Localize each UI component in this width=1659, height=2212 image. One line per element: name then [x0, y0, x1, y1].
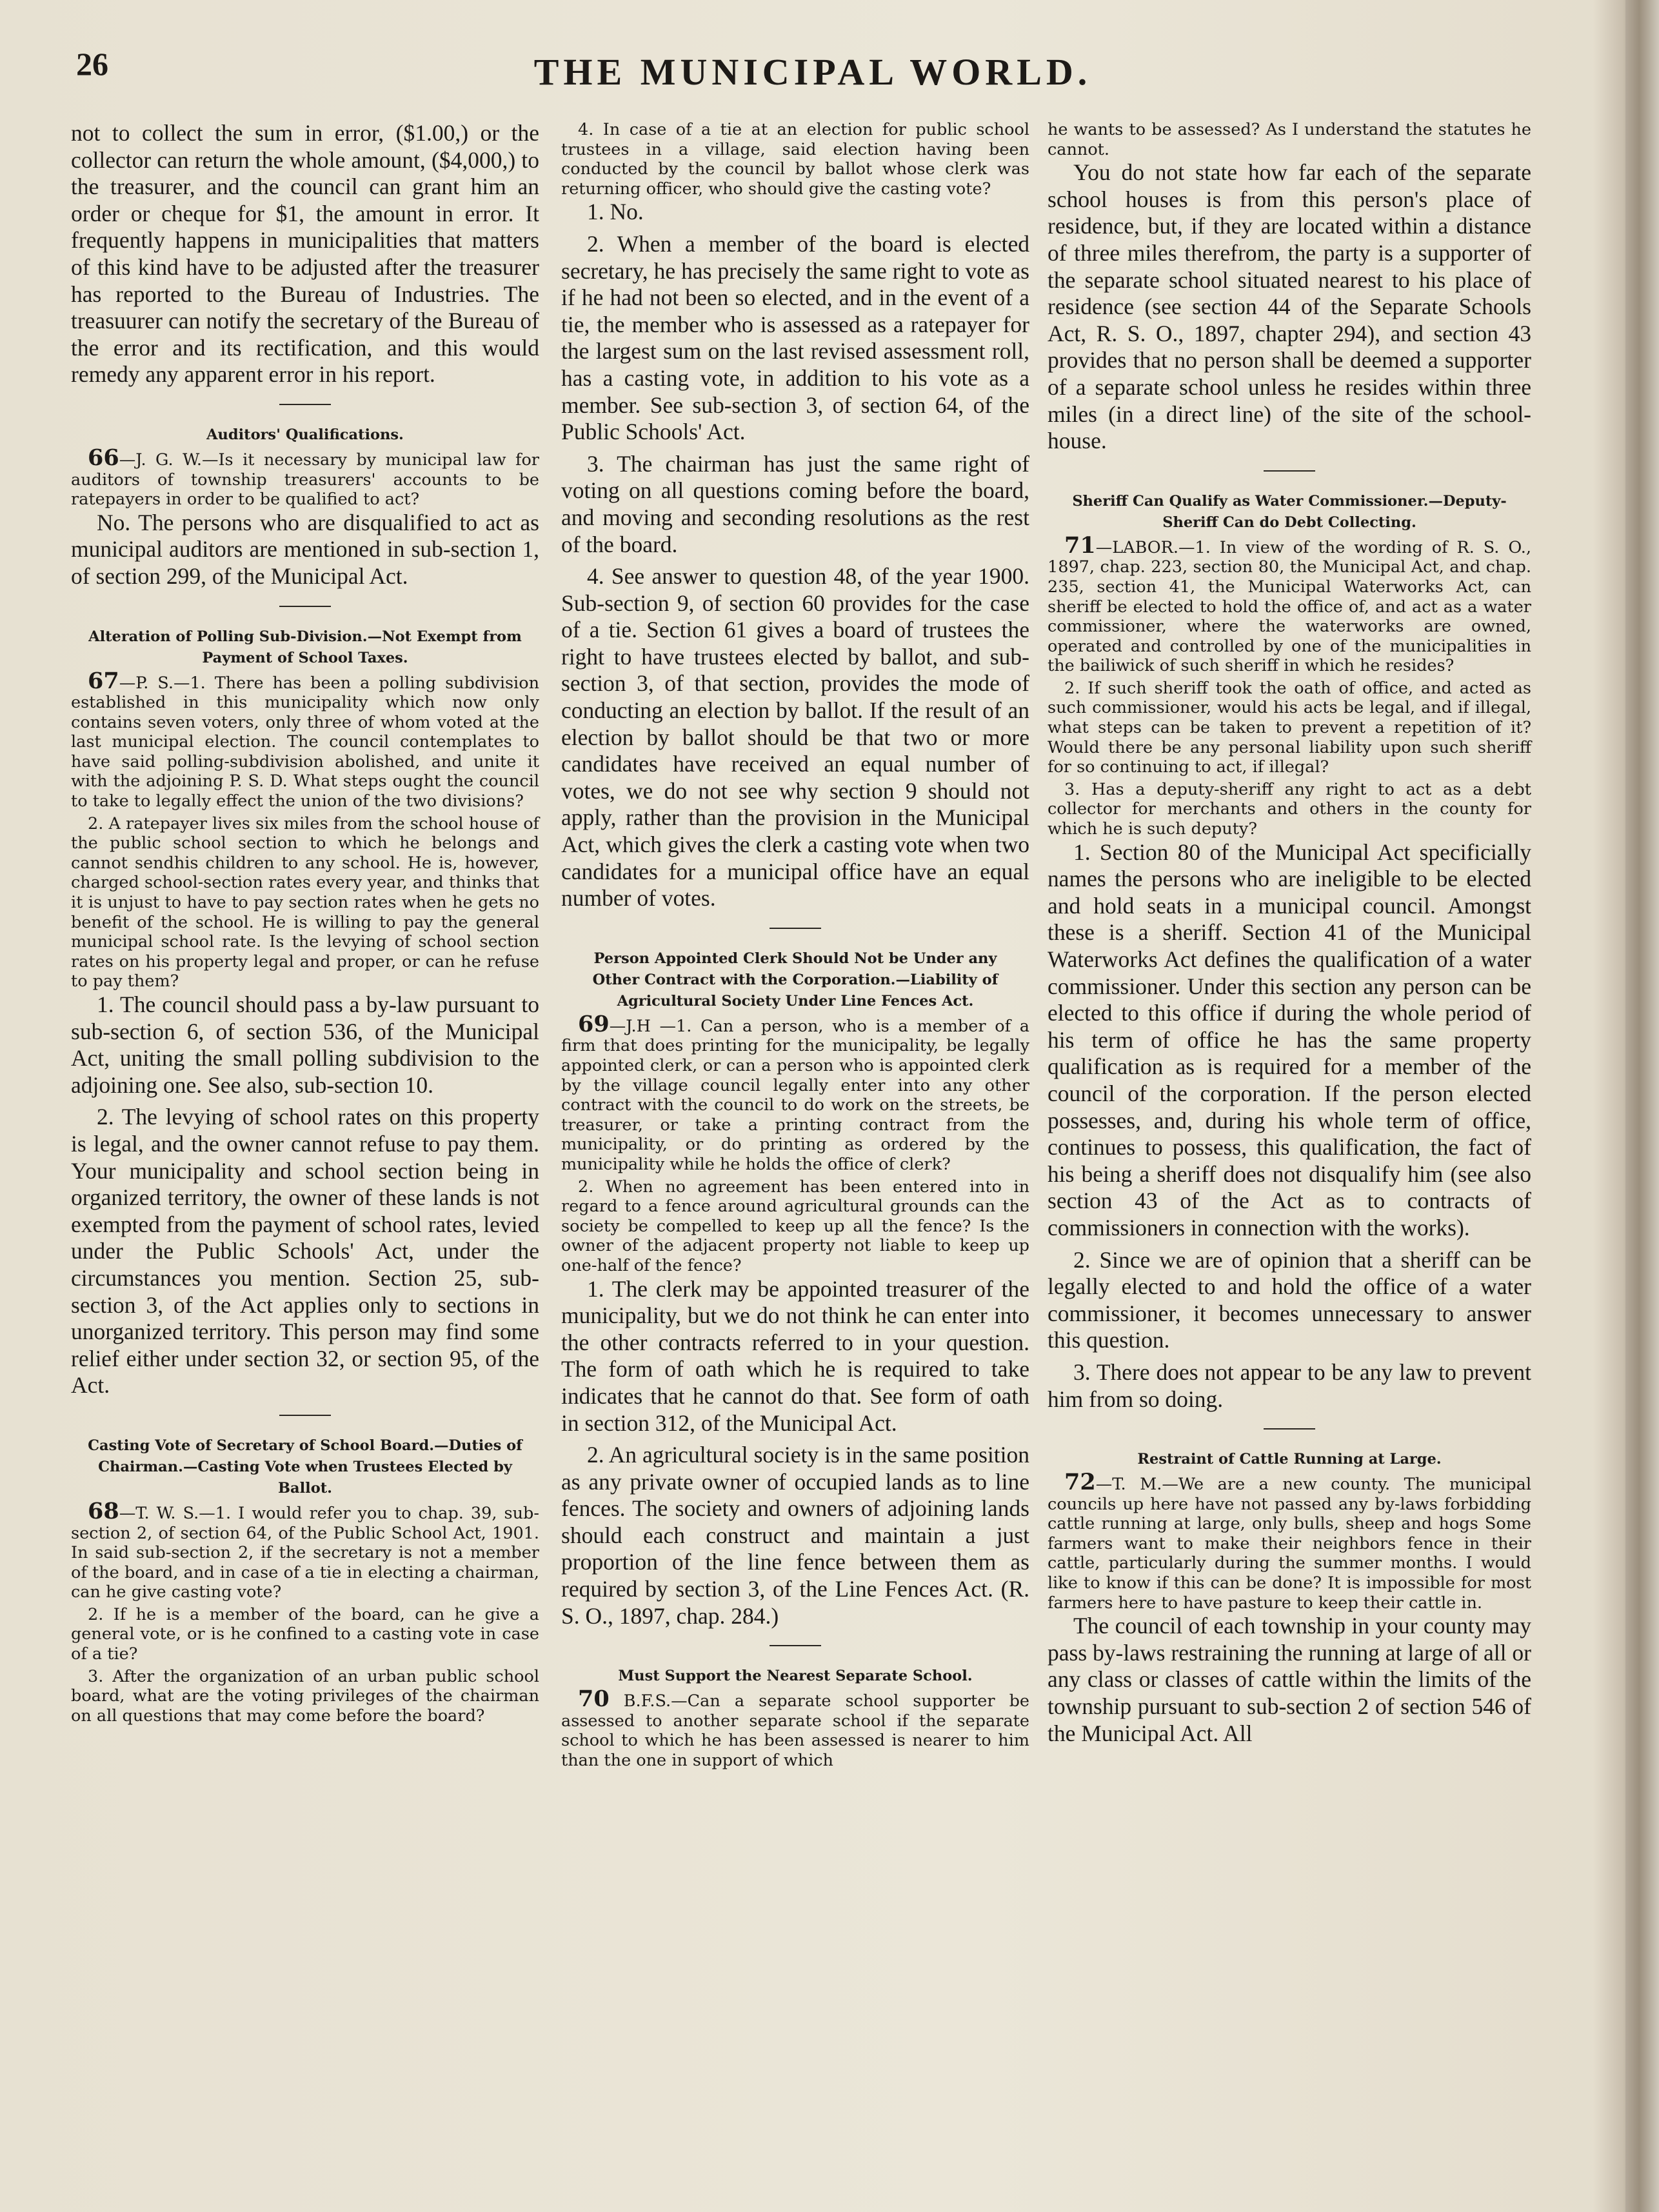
section-divider	[1264, 470, 1315, 472]
heading-69: Person Appointed Clerk Should Not be Under any Other Contract with the Corporation.—Liability of Agricultural Society Under Line Fences Act.	[592, 950, 998, 1010]
question-71-1: 71—LABOR.—1. In view of the wording of R. S. O., 1897, chap. 223, section 80, the Municipal Act, and chap. 235, section 41, the Municipal Waterworks Act, can sheriff be elected to hold the office of, and act as a water commissioner, where the waterworks are owned, operated and controlled by one of the municipalities in the bailiwick of such sheriff in which he resides?	[1048, 532, 1531, 676]
page-number: 26	[76, 46, 108, 82]
answer-70: You do not state how far each of the separate school houses is from this person's place of residence, but, if they are located within a distance of three miles therefrom, the party is a supporter of the separate school situated nearest to his place of residence (see section 44 of the Separate Schools Act, R. S. O., 1897, chapter 294), and section 43 provides that no person shall be deemed a supporter of a separate school unless he resides within three miles (in a direct line) of the site of the school-house.	[1048, 159, 1531, 454]
question-number: 67	[88, 667, 119, 694]
answer-68-4: 4. See answer to question 48, of the year 1900. Sub-section 9, of section 60 provides for the case of a tie. Section 61 gives a board of trustees the right to have trustees elected by ballot, and sub-section 3, of that section, provides the mode of conducting an election by ballot. If the result of an election by ballot should be that two or more candidates have received an equal number of votes, we do not see why section 9 should not apply, rather than the provision in the Municipal Act, which gives the clerk a casting vote when two candidates for a municipal office have an equal number of votes.	[561, 563, 1029, 912]
running-head: THE MUNICIPAL WORLD.	[533, 51, 1092, 93]
question-69-1: 69—J.H —1. Can a person, who is a member of a firm that does printing for the municipality, be legally appointed clerk, or can a person who is appointed clerk by the village council legally enter into any other contract with the council to do work on the streets, be treasurer, or take a printing contract from the municipality, or do printing as ordered by the municipality while he holds the office of clerk?	[561, 1010, 1029, 1174]
section-divider	[1264, 1428, 1315, 1430]
question-70: 70 B.F.S.—Can a separate school supporter be assessed to another separate school if the separate school to which he has been assessed is nearer to him than the one in support of which	[561, 1686, 1029, 1771]
answer-69-1: 1. The clerk may be appointed treasurer of the municipality, but we do not think he can enter into the other contracts referred to in your question. The form of oath which he is required to take indicates that he cannot do that. See form of oath in section 312, of the Municipal Act.	[561, 1275, 1029, 1436]
continued-paragraph: not to collect the sum in error, ($1.00,) or the collector can return the whole amount, ($4,000,) to the treasurer, and the council can grant him an order or cheque for $1, the amount in error. It frequently happens in municipalities that matters of this kind have to be adjusted after the treasurer has reported to the Bureau of Industries. The treasuurer can notify the secretary of the Bureau of the error and its rectification, and this would remedy any apparent error in his report.	[71, 120, 539, 388]
column-1	[71, 120, 539, 1726]
question-67-2: 2. A ratepayer lives six miles from the school house of the public school section to which he belongs and cannot sendhis children to any school. He is, however, charged school-section rates every year, and thinks that it is unjust to have to pay section rates when he gets no benefit of the school. He is willing to pay the general municipal school rate. Is the levying of school section rates on his property legal and proper, or can he refuse to pay them?	[71, 813, 539, 991]
question-71-2: 2. If such sheriff took the oath of office, and acted as such commissioner, would his acts be legal, and if illegal, what steps can be taken to prevent a repetition of it? Would there be any personal liability upon such sheriff for so continuing to act, if illegal?	[1048, 678, 1531, 777]
answer-67-1: 1. The council should pass a by-law pursuant to sub-section 6, of section 536, of the Municipal Act, uniting the small polling subdivision to the adjoining one. See also, sub-section 10.	[71, 991, 539, 1098]
answer-71-3: 3. There does not appear to be any law to prevent him from so doing.	[1048, 1359, 1531, 1412]
heading-72: Restraint of Cattle Running at Large.	[1137, 1451, 1442, 1468]
question-70-continued: he wants to be assessed? As I understand the statutes he cannot.	[1048, 120, 1531, 159]
question-number: 71	[1064, 532, 1096, 559]
question-68-1: 68—T. W. S.—1. I would refer you to chap. 39, sub-section 2, of section 64, of the Public School Act, 1901. In said sub-section 2, if the secretary is not a member of the board, and in case of a tie in electing a chairman, can he give casting vote?	[71, 1497, 539, 1602]
question-69-2: 2. When no agreement has been entered into in regard to a fence around agricultural grounds can the society be compelled to keep up all the fence? Is the owner of the adjacent property not liable to keep up one-half of the fence?	[561, 1177, 1029, 1275]
answer-68-3: 3. The chairman has just the same right of voting on all questions coming before the board, and moving and seconding resolutions as the rest of the board.	[561, 450, 1029, 557]
question-68-4: 4. In case of a tie at an election for public school trustees in a village, said election having been conducted by the council by ballot whose clerk was returning officer, who should give the casting vote?	[561, 120, 1029, 199]
heading-67: Alteration of Polling Sub-Division.—Not Exempt from Payment of School Taxes.	[88, 628, 522, 666]
question-66: 66—J. G. W.—Is it necessary by municipal law for auditors of township treasurers' accounts to be ratepayers in order to be qualified to act?	[71, 444, 539, 510]
column-3	[1048, 120, 1531, 1747]
heading-71: Sheriff Can Qualify as Water Commissioner.—Deputy-Sheriff Can do Debt Collecting.	[1072, 492, 1507, 531]
binding-gutter	[1593, 0, 1659, 2212]
heading-66: Auditors' Qualifications.	[206, 426, 404, 443]
answer-67-2: 2. The levying of school rates on this property is legal, and the owner cannot refuse to pay them. Your municipality and school section being in organized territory, the owner of these lands is not exempted from the payment of school rates, levied under the Public Schools' Act, under the circumstances you mention. Section 25, sub-section 3, of the Act applies only to sections in unorganized territory. This person may find some relief either under section 32, or section 95, of the Act.	[71, 1104, 539, 1399]
question-67-1: 67—P. S.—1. There has been a polling subdivision established in this municipality which now only contains seven voters, only three of whom voted at the last municipal election. The council contemplates to have said polling-subdivision abolished, and unite it with the adjoining P. S. D. What steps ought the council to take to legally effect the union of the two divisions?	[71, 667, 539, 812]
answer-66: No. The persons who are disqualified to act as municipal auditors are mentioned in sub-section 1, of section 299, of the Municipal Act.	[71, 509, 539, 589]
heading-68: Casting Vote of Secretary of School Board.—Duties of Chairman.—Casting Vote when Trustees Elected by Ballot.	[88, 1437, 522, 1497]
question-number: 70	[578, 1686, 610, 1713]
heading-70: Must Support the Nearest Separate School.	[618, 1668, 973, 1685]
question-number: 72	[1064, 1469, 1096, 1496]
section-divider	[279, 404, 331, 405]
column-2	[561, 120, 1029, 1771]
section-divider	[279, 606, 331, 607]
section-divider	[770, 928, 821, 929]
question-72: 72—T. M.—We are a new county. The municipal councils up here have not passed any by-laws forbidding cattle running at large, only bulls, sheep and hogs Some farmers want to make their neighbors fence in their cattle, particularly during the summer months. I would like to know if this can be done? It is impossible for most farmers here to have pasture to keep their cattle in.	[1048, 1469, 1531, 1613]
question-number: 66	[88, 444, 119, 471]
answer-68-1: 1. No.	[587, 199, 644, 225]
section-divider	[279, 1415, 331, 1416]
answer-69-2: 2. An agricultural society is in the same position as any private owner of occupied lands as to line fences. The society and owners of adjoining lands should each construct and maintain a just proportion of the line fence between them as required by section 3, of the Line Fences Act. (R. S. O., 1897, chap. 284.)	[561, 1442, 1029, 1629]
answer-72: The council of each township in your county may pass by-laws restraining the running at large of all or any class or classes of cattle within the limits of the township pursuant to sub-section 2 of section 546 of the Municipal Act. All	[1048, 1613, 1531, 1746]
answer-68-2: 2. When a member of the board is elected secretary, he has precisely the same right to vote as if he had not been so elected, and in the event of a tie, the member who is assessed as a ratepayer for the largest sum on the last revised assessment roll, has a casting vote, in addition to his vote as a member. See sub-section 3, of section 64, of the Public Schools' Act.	[561, 230, 1029, 445]
answer-71-1: 1. Section 80 of the Municipal Act specificially names the persons who are ineligible to be elected and hold seats in a municipal council. Amongst these is a sheriff. Section 41 of the Municipal Waterworks Act defines the qualification of a water commissioner. Under this section any person can be elected to this office if during the whole period of his term of office he has the same property qualification as is required for a member of the council of the corporation. If the person elected possesses, and, during his whole term of office, continues to possess, this qualification, the fact of his being a sheriff does not disqualify him (see also section 43 of the Act as to contracts of commissioners in connection with the works).	[1048, 839, 1531, 1241]
answer-71-2: 2. Since we are of opinion that a sheriff can be legally elected to and hold the office of a water commissioner, it becomes unnecessary to answer this question.	[1048, 1246, 1531, 1353]
question-number: 69	[578, 1010, 610, 1037]
question-number: 68	[88, 1497, 119, 1524]
section-divider	[770, 1645, 821, 1646]
question-68-3: 3. After the organization of an urban public school board, what are the voting privileges of the chairman on all questions that may come before the board?	[71, 1666, 539, 1726]
question-71-3: 3. Has a deputy-sheriff any right to act as a debt collector for merchants and others in the county for which he is such deputy?	[1048, 779, 1531, 839]
question-68-2: 2. If he is a member of the board, can he give a general vote, or is he confined to a casting vote in case of a tie?	[71, 1604, 539, 1664]
